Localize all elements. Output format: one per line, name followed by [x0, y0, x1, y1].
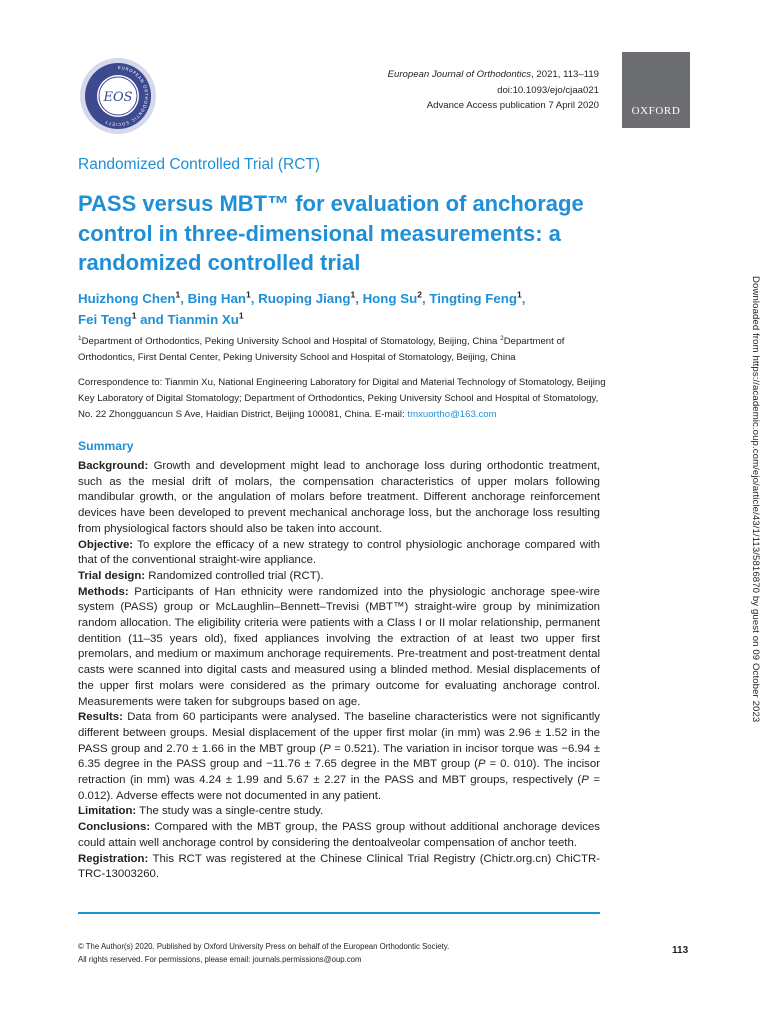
summary-divider	[78, 912, 600, 914]
journal-issue: , 2021, 113–119	[531, 69, 599, 80]
download-note: Downloaded from https://academic.oup.com/ejo/article/43/1/113/5816870 by guest on 09 October 2023	[750, 276, 761, 723]
publisher-logo	[622, 52, 690, 128]
eos-logo	[78, 56, 158, 136]
journal-info	[388, 67, 599, 114]
publisher-name: OXFORD	[631, 105, 681, 117]
author[interactable]: Huizhong Chen$^1$	[78, 289, 181, 306]
copyright-footer: © The Author(s) 2020. Published by Oxford University Press on behalf of the European Orthodontic Society. All rights reserved. For permissions, please email: journals.permissions@oup.com	[78, 942, 450, 964]
affiliations: $^1$Department of Orthodontics, Peking University School and Hospital of Stomatology, Beijing, China $^2$Department of Orthodontics, First Dental Center, Peking University School and Hospital of Stomatology, Beijing, China	[78, 334, 565, 363]
summary-conclusions: Conclusions: Compared with the MBT group, the PASS group without additional anchorage devices could attain well anchorage control by considering the dentoalveolar compensation of anchor teeth.	[78, 821, 600, 849]
article-title: PASS versus MBT™ for evaluation of anchorage control in three-dimensional measurements: a randomized controlled trial	[78, 191, 584, 275]
logo-text: EOS	[103, 90, 133, 105]
page-number: 113	[672, 945, 689, 956]
summary-background: Background: Growth and development might lead to anchorage loss during orthodontic treatment, such as the mesial drift of molars, the compensation characteristics of upper molars following mandibular growth, or the angulation of molars before treatment. Different anchorage reinforcement devices have been developed to prevent mechanical anchorage loss, but the anchorage loss resulting from physiological factors should also be taken into account.	[78, 460, 600, 535]
summary-limitation: Limitation: The study was a single-centre study.	[78, 805, 324, 818]
summary-design: Trial design: Randomized controlled trial (RCT).	[78, 569, 324, 582]
logo-ring-text: EUROPEAN ORTHODONTIC SOCIETY	[103, 64, 150, 128]
summary-heading: Summary	[78, 439, 134, 453]
summary-methods: Methods: Participants of Han ethnicity were randomized into the physiologic anchorage spee-wire system (PASS) group or McLaughlin–Bennett–Trevisi (MBT™) straight-wire group by minimization random allocation. The eligibility criteria were patients with a Class I or II molar relationship, permanent dentition (11–35 years old), fixed appliances involving the extraction of at least two upper first premolars, and medium or maximum anchorage requirements. Pre-treatment and post-treatment dental casts were scanned into digital casts and measured using a blinded method. Mesial displacements of the upper first molars were considered as the primary outcome for evaluating anchorage control. Measurements were taken for subgroups based on age.	[78, 585, 600, 708]
author[interactable]: Hong Su$^2$	[362, 289, 422, 306]
advance-access: Advance Access publication 7 April 2020	[426, 100, 599, 111]
article-type: Randomized Controlled Trial (RCT)	[78, 156, 321, 173]
author-list: Huizhong Chen$^1$, Bing Han$^1$, Ruoping Jiang$^1$, Hong Su$^2$, Tingting Feng$^1$, Fei Teng$^1$ and Tianmin Xu$^1$	[78, 289, 526, 327]
journal-name: European Journal of Orthodontics	[387, 69, 532, 80]
author[interactable]: Ruoping Jiang$^1$	[258, 289, 356, 306]
summary-results: Results: Data from 60 participants were analysed. The baseline characteristics were not significantly different between groups. Mesial displacement of the upper first molar (in mm) was 2.96 ± 1.52 in the PASS group and 2.70 ± 1.66 in the MBT group (P = 0.521). The variation in incisor torque was −6.94 ± 6.35 degree in the PASS group and −11.76 ± 7.65 degree in the MBT group (P = 0. 010). The incisor retraction (in mm) was 4.24 ± 1.99 and 5.67 ± 2.27 in the PASS and MBT groups, respectively (P = 0.012). Adverse effects were not documented in any patient.	[78, 711, 600, 802]
summary-objective: Objective: To explore the efficacy of a new strategy to control physiologic anchorage compared with that of the conventional straight-wire appliance.	[78, 538, 600, 567]
summary-body	[78, 459, 600, 883]
author[interactable]: Tingting Feng$^1$	[429, 289, 522, 306]
author[interactable]: Bing Han$^1$	[187, 289, 251, 306]
correspondence: Correspondence to: Tianmin Xu, National Engineering Laboratory for Digital and Material Technology of Stomatology, Beijing Key Laboratory of Digital Stomatology; Department of Orthodontics, Peking University School and Hospital of Stomatology, No. 22 Zhongguancun S Ave, Haidian District, Beijing 100081, China. E-mail: tmxuortho@163.com	[78, 377, 606, 420]
author[interactable]: Tianmin Xu$^1$	[167, 310, 244, 327]
summary-registration: Registration: This RCT was registered at the Chinese Clinical Trial Registry (Chictr.org.cn) ChiCTR-TRC-13003260.	[78, 852, 600, 881]
journal-doi[interactable]: doi:10.1093/ejo/cjaa021	[497, 84, 599, 96]
author[interactable]: Fei Teng$^1$	[78, 310, 137, 327]
email-link[interactable]: tmxuortho@163.com	[407, 409, 497, 420]
